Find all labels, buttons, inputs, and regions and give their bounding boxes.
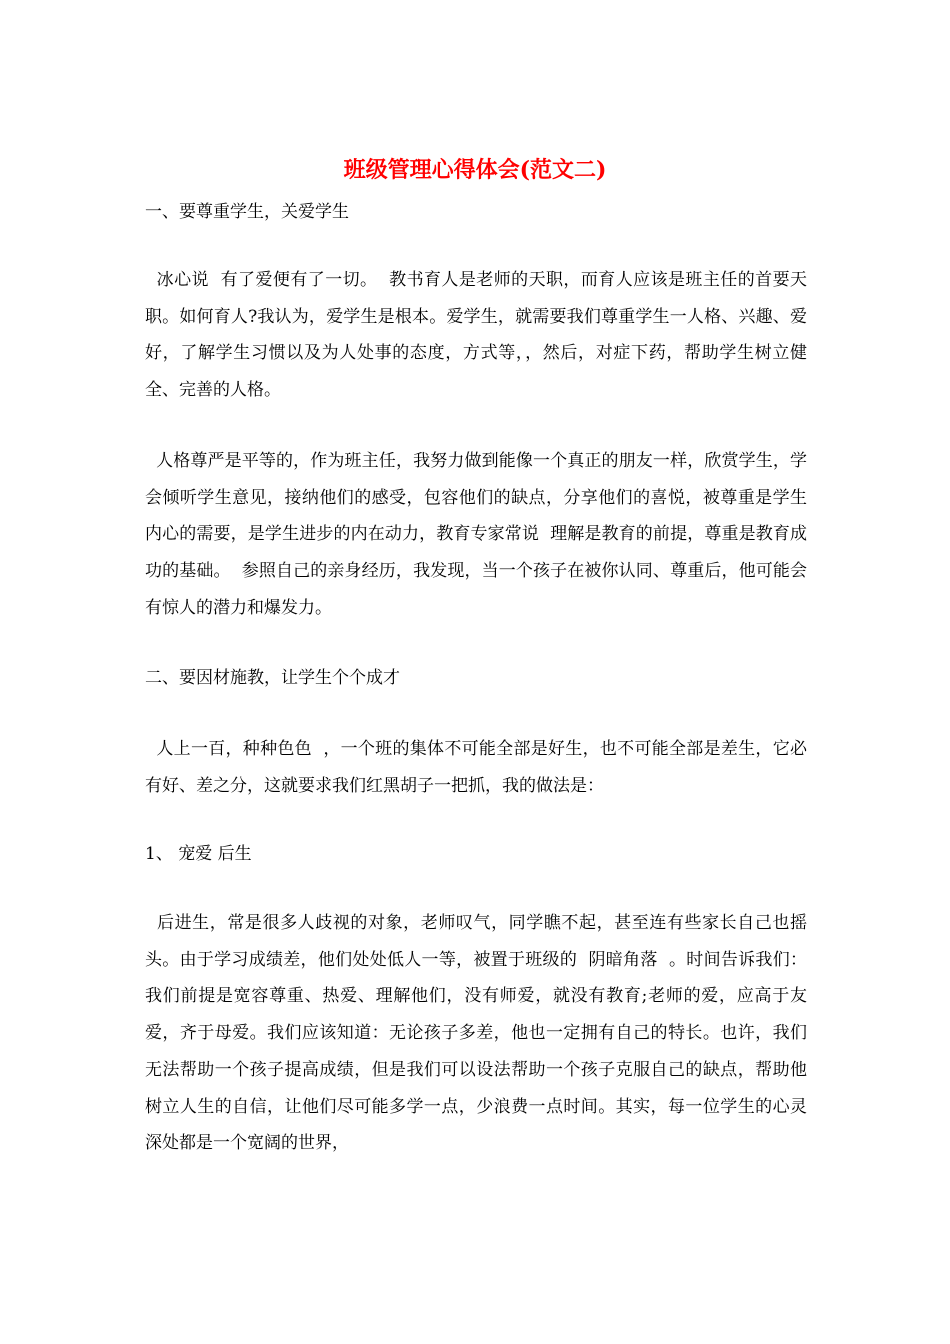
section-heading-2: 二、要因材施教，让学生个个成才 (145, 668, 400, 688)
paragraph-2: 人格尊严是平等的，作为班主任，我努力做到能像一个真正的朋友一样，欣赏学生，学会倾听学生意见，接纳他们的感受，包容他们的缺点，分享他们的喜悦，被尊重是学生内心的需要，是学生进步的内在动力，教育专家常说 理解是教育的前提，尊重是教育成功的基础。 参照自己的亲身经历，我发现，当一个孩子在被你认同、尊重后，他可能会有惊人的潜力和爆发力。 (145, 451, 807, 618)
paragraph-3: 人上一百，种种色色 ，一个班的集体不可能全部是好生，也不可能全部是差生，它必有好、差之分，这就要求我们红黑胡子一把抓，我的做法是： (145, 739, 808, 796)
paragraph-1: 冰心说 有了爱便有了一切。 教书育人是老师的天职，而育人应该是班主任的首要天职。如何育人?我认为，爱学生是根本。爱学生，就需要我们尊重学生一人格、兴趣、爱好，了解学生习惯以及为人处事的态度，方式等，，然后，对症下药，帮助学生树立健全、完善的人格。 (145, 270, 807, 401)
subsection-heading-1: 1、 宠爱 后生 (145, 844, 252, 864)
document-title: 班级管理心得体会(范文二) (343, 157, 607, 183)
section-heading-1: 一、要尊重学生，关爱学生 (145, 202, 349, 222)
paragraph-4: 后进生，常是很多人歧视的对象，老师叹气，同学瞧不起，甚至连有些家长自己也摇头。由于学习成绩差，他们处处低人一等，被置于班级的 阴暗角落 。时间告诉我们：我们前提是宽容尊重、热爱、理解他们，没有师爱，就没有教育;老师的爱，应高于友爱，齐于母爱。我们应该知道：无论孩子多差，他也一定拥有自己的特长。也许，我们无法帮助一个孩子提高成绩，但是我们可以设法帮助一个孩子克服自己的缺点，帮助他树立人生的自信，让他们尽可能多学一点，少浪费一点时间。其实，每一位学生的心灵深处都是一个宽阔的世界， (145, 913, 808, 1154)
